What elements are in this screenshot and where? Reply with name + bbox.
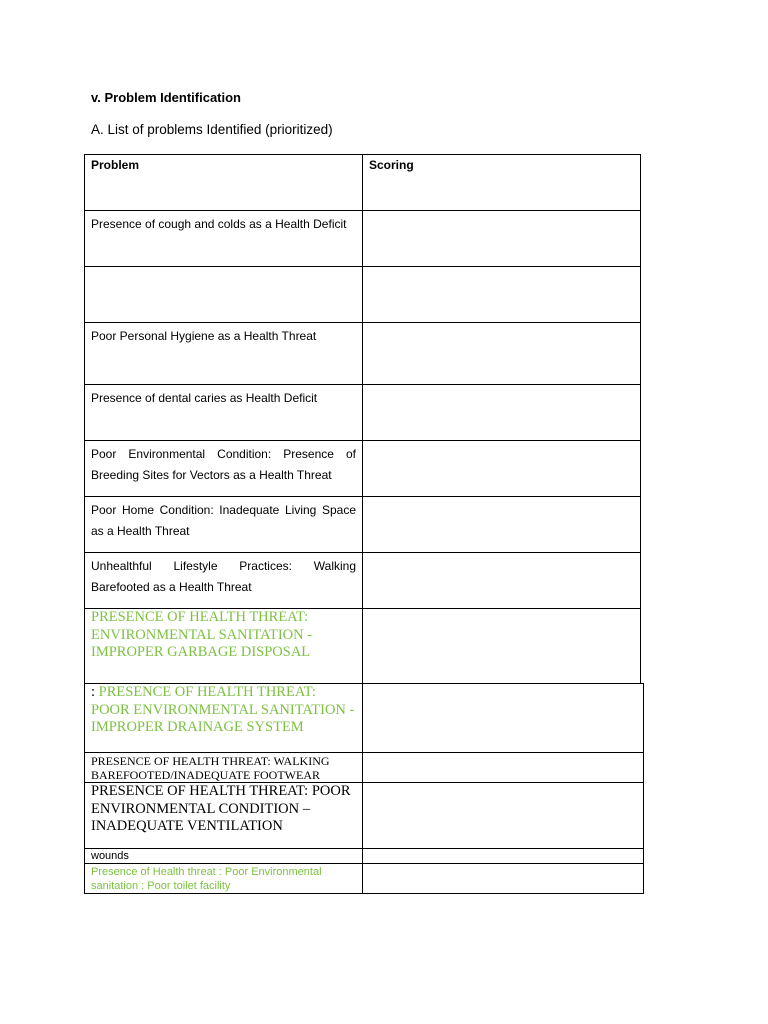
problem-cell-empty — [84, 266, 363, 323]
row-prefix: : — [91, 684, 99, 700]
scoring-cell — [362, 322, 641, 385]
list-subtitle: A. List of problems Identified (prioritized) — [91, 122, 333, 137]
problem-cell-personal-hygiene: Poor Personal Hygiene as a Health Threat — [84, 322, 363, 385]
problem-cell-wounds: wounds — [84, 848, 363, 864]
scoring-cell — [362, 752, 644, 783]
problem-cell-walking-barefooted: Unhealthful Lifestyle Practices: Walking Barefooted as a Health Threat — [84, 552, 363, 609]
problem-cell-dental-caries: Presence of dental caries as Health Deficit — [84, 384, 363, 441]
problem-cell-breeding-sites: Poor Environmental Condition: Presence of Breeding Sites for Vectors as a Health Threat — [84, 440, 363, 497]
scoring-cell — [362, 782, 644, 849]
problem-column-header: Problem — [84, 154, 363, 211]
scoring-cell — [362, 210, 641, 267]
scoring-cell — [362, 266, 641, 323]
problem-cell-living-space: Poor Home Condition: Inadequate Living Space as a Health Threat — [84, 496, 363, 553]
scoring-cell — [362, 552, 641, 609]
problem-cell-inadequate-footwear: PRESENCE OF HEALTH THREAT: WALKING BAREFOOTED/INADEQUATE FOOTWEAR — [84, 752, 363, 783]
scoring-cell — [362, 608, 641, 685]
problem-cell-drainage-system — [84, 683, 363, 753]
row-text: PRESENCE OF HEALTH THREAT: POOR ENVIRONMENTAL SANITATION - IMPROPER DRAINAGE SYSTEM — [91, 684, 355, 735]
problem-cell-toilet-facility: Presence of Health threat : Poor Environmental sanitation : Poor toilet facility — [84, 863, 363, 894]
problem-cell-garbage-disposal: PRESENCE OF HEALTH THREAT: ENVIRONMENTAL SANITATION - IMPROPER GARBAGE DISPOSAL — [84, 608, 363, 685]
scoring-cell — [362, 496, 641, 553]
scoring-cell — [362, 683, 644, 753]
problem-cell-inadequate-ventilation: PRESENCE OF HEALTH THREAT: POOR ENVIRONMENTAL CONDITION – INADEQUATE VENTILATION — [84, 782, 363, 849]
section-title: v. Problem Identification — [91, 90, 242, 105]
problem-cell-cough-colds: Presence of cough and colds as a Health Deficit — [84, 210, 363, 267]
scoring-cell — [362, 440, 641, 497]
scoring-column-header: Scoring — [362, 154, 641, 211]
scoring-cell — [362, 863, 644, 894]
scoring-cell — [362, 384, 641, 441]
scoring-cell — [362, 848, 644, 864]
